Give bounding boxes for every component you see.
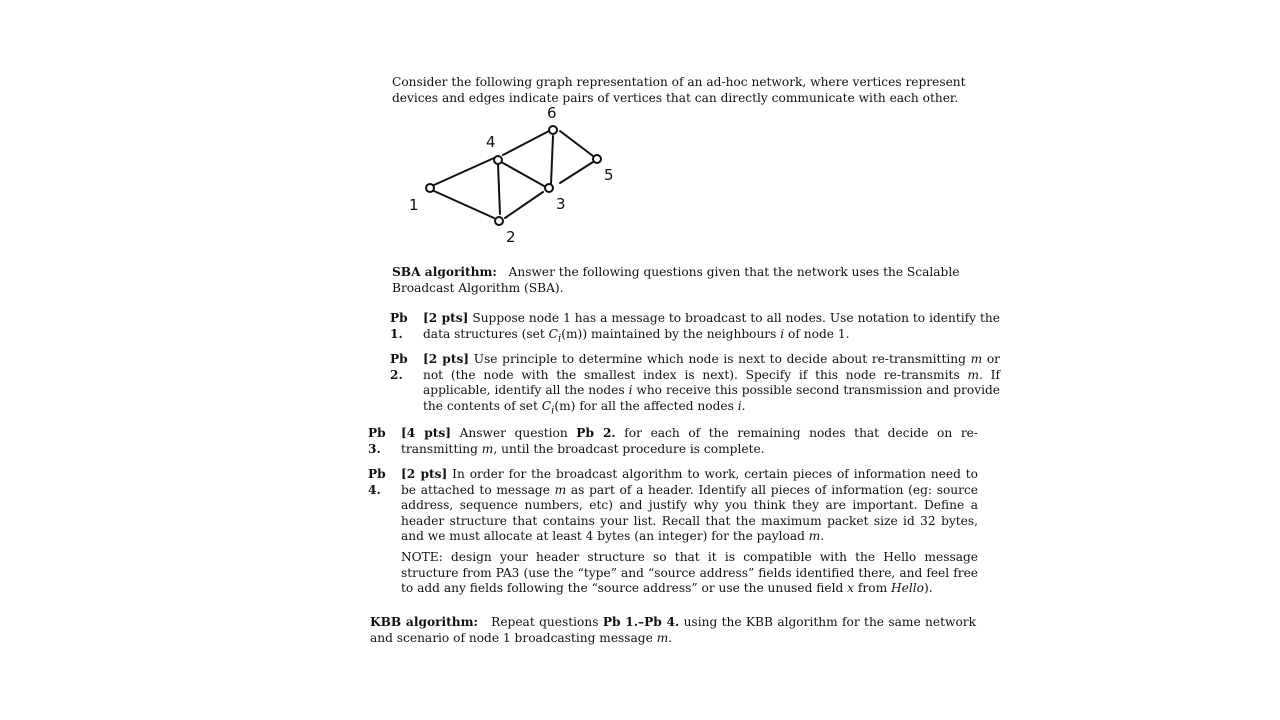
kbb-text-b: using the KBB algorithm for the same network and scenario of node 1 broadcasting message bbox=[370, 615, 976, 645]
pb1-text-b: (m)) maintained by the neighbours bbox=[561, 326, 781, 341]
kbb-var-m: m bbox=[656, 630, 669, 645]
pb1-text: Suppose node 1 has a message to broadcast to all nodes. Use notation to identify the data structures (set bbox=[423, 311, 1000, 341]
pb2-ci-symbol: C bbox=[541, 398, 552, 413]
note-text-b: from bbox=[854, 581, 892, 595]
pb4-label: Pb 4. bbox=[368, 467, 386, 497]
node-5 bbox=[593, 155, 601, 163]
network-graph bbox=[400, 104, 630, 249]
pb4-text-c: . bbox=[820, 529, 825, 543]
edge-4-2 bbox=[498, 164, 500, 214]
pb4-points: [2 pts] bbox=[401, 467, 448, 481]
problem-2 bbox=[390, 352, 1000, 418]
pb2-ci-subscript: i bbox=[551, 404, 555, 416]
edge-4-6 bbox=[503, 131, 549, 155]
edge-3-5 bbox=[560, 162, 593, 183]
problem-4 bbox=[368, 467, 978, 545]
pb2-body bbox=[423, 352, 1000, 418]
pb1-points: [2 pts] bbox=[423, 311, 469, 325]
pb2-var-m: m bbox=[970, 352, 983, 366]
pb4-text: In order for the broadcast algorithm to work, certain pieces of information need to be attached to message bbox=[401, 467, 978, 497]
node-label-1: 1 bbox=[409, 196, 419, 214]
node-label-3: 3 bbox=[556, 195, 566, 213]
intro-paragraph bbox=[392, 75, 1000, 106]
pb3-label: Pb 3. bbox=[368, 426, 386, 456]
kbb-text: Repeat questions bbox=[491, 615, 603, 629]
edge-6-5 bbox=[560, 131, 593, 156]
pb1-label: Pb 1. bbox=[390, 311, 408, 341]
node-4 bbox=[494, 156, 502, 164]
pb3-text-b: for each of the remaining nodes that decide on re-transmitting bbox=[401, 426, 978, 456]
node-label-6: 6 bbox=[547, 104, 557, 122]
note-var-x: x bbox=[847, 581, 855, 595]
pb3-text-c: , until the broadcast procedure is complete. bbox=[493, 441, 765, 456]
note-text-c: ). bbox=[924, 581, 933, 595]
node-label-5: 5 bbox=[604, 166, 614, 184]
pb2-label: Pb 2. bbox=[390, 352, 408, 382]
node-1 bbox=[426, 184, 434, 192]
edge-1-2 bbox=[434, 191, 494, 218]
pb2-points: [2 pts] bbox=[423, 352, 470, 366]
pb4-var-m2: m bbox=[808, 529, 821, 543]
node-label-4: 4 bbox=[486, 133, 496, 151]
sba-section bbox=[392, 265, 996, 296]
node-2 bbox=[495, 217, 503, 225]
problem-1 bbox=[390, 311, 1000, 346]
pb3-points: [4 pts] bbox=[401, 426, 451, 440]
pb1-var-i: i bbox=[780, 326, 785, 341]
pb2-text: Use principle to determine which node is next to decide about re-transmitting bbox=[473, 352, 971, 366]
pb2-var-i2: i bbox=[737, 398, 742, 413]
pb4-text-b: as part of a header. Identify all pieces of information (eg: source address, sequence numbers, etc) and justify why you think they are important. Define a header structure that contains your list. Recall that the maximum packet size id 32 bytes, and we must allocate at least 4 bytes (an integer) for the payload bbox=[401, 482, 978, 543]
pb2-text-d: who receive this possible second transmission and provide the contents of set bbox=[423, 383, 1000, 413]
pb1-ci-symbol: C bbox=[548, 326, 558, 341]
pb3-text: Answer question bbox=[459, 426, 577, 440]
problem-3 bbox=[368, 426, 978, 457]
pb2-text-f: . bbox=[741, 398, 746, 413]
node-3 bbox=[545, 184, 553, 192]
pb3-ref: Pb 2. bbox=[576, 426, 616, 440]
kbb-text-c: . bbox=[668, 630, 673, 645]
pb2-var-m2: m bbox=[967, 367, 980, 382]
sba-text: Answer the following questions given that the network uses the Scalable Broadcast Algorithm (SBA). bbox=[392, 265, 960, 295]
pb2-text-e: (m) for all the affected nodes bbox=[554, 398, 738, 413]
note-text: NOTE: design your header structure so that it is compatible with the Hello message structure from PA3 (use the “type” and “source address” fields identified there, and feel free to add any fields following the “source address” or use the unused field bbox=[401, 550, 978, 595]
intro-text: Consider the following graph representation of an ad-hoc network, where vertices represent devices and edges indicate pairs of vertices that can directly communicate with each other. bbox=[392, 75, 966, 105]
sba-heading: SBA algorithm: bbox=[392, 265, 497, 279]
pb2-var-i: i bbox=[628, 383, 633, 397]
node-6 bbox=[549, 126, 557, 134]
kbb-ref: Pb 1.–Pb 4. bbox=[602, 615, 680, 629]
edge-6-3 bbox=[551, 136, 553, 184]
pb2-text-b: or not (the node with the smallest index is next). Specify if this node re-transmits bbox=[423, 352, 1000, 382]
pb4-note bbox=[401, 550, 978, 597]
kbb-heading: KBB algorithm: bbox=[370, 615, 479, 629]
kbb-section bbox=[370, 615, 976, 646]
pb3-body bbox=[401, 426, 978, 457]
pb1-ci-subscript: i bbox=[558, 332, 562, 344]
pb4-body bbox=[401, 467, 978, 545]
edge-2-3 bbox=[505, 192, 543, 218]
edge-4-3 bbox=[503, 163, 544, 186]
pb1-body bbox=[423, 311, 1000, 346]
note-hello: Hello bbox=[891, 581, 925, 595]
pb1-text-c: of node 1. bbox=[784, 326, 850, 341]
pb2-text-c: . If applicable, identify all the nodes bbox=[423, 367, 1001, 397]
node-label-2: 2 bbox=[506, 228, 516, 246]
edge-1-4 bbox=[434, 158, 494, 185]
pb4-var-m: m bbox=[554, 482, 567, 497]
pb3-var-m: m bbox=[481, 441, 494, 456]
